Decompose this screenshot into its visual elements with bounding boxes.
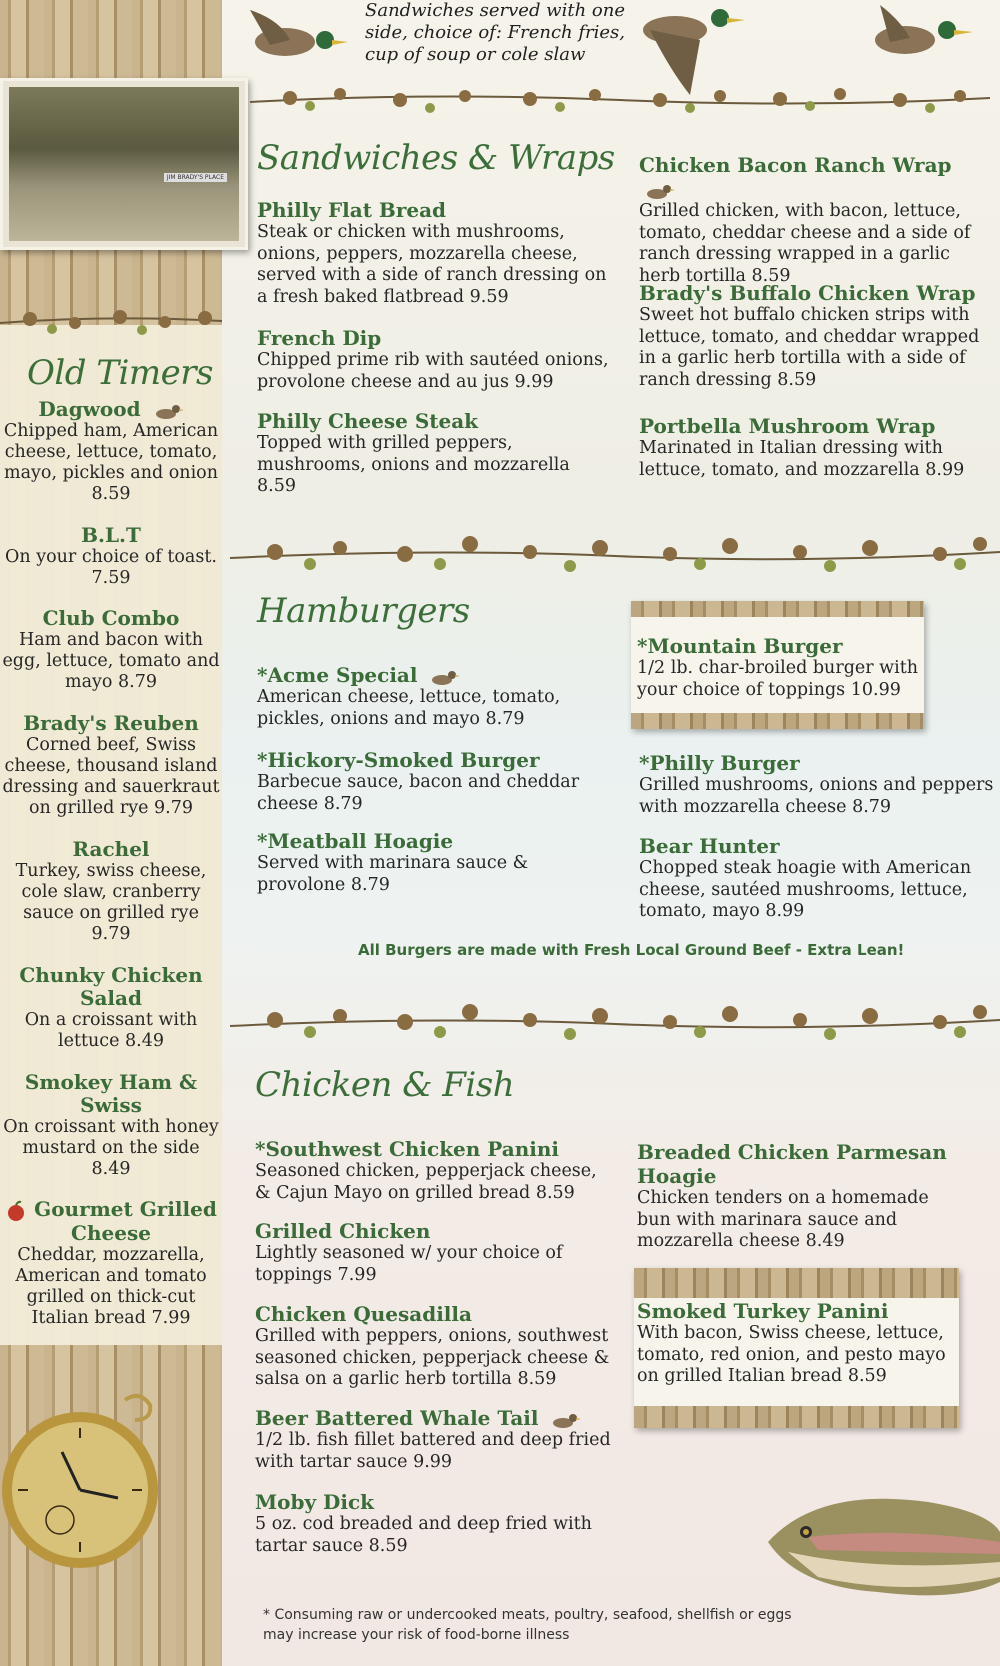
duck-icon [549, 1410, 581, 1430]
item-price: 9.59 [469, 286, 509, 307]
item-desc: On a croissant with lettuce 8.49 [24, 1010, 198, 1051]
item-price: 8.99 [765, 901, 805, 921]
item-name: Brady's Buffalo Chicken Wrap [639, 281, 976, 305]
old-timers-heading: Old Timers [27, 353, 213, 393]
menu-item [0, 607, 222, 693]
item-price: 8.49 [805, 1231, 845, 1251]
menu-item [257, 409, 597, 498]
item-price: 9.99 [514, 371, 554, 392]
item-name: Grilled Chicken [255, 1219, 431, 1243]
photo-sign: JIM BRADY'S PLACE [164, 173, 227, 182]
item-name: Bear Hunter [639, 834, 780, 858]
item-price: 8.59 [847, 1366, 887, 1386]
menu-item [639, 751, 994, 818]
item-desc: 5 oz. cod breaded and deep fried with tartar sauce 8.59 [255, 1514, 592, 1556]
item-price: 8.79 [118, 672, 157, 692]
item-desc: Ham and bacon with egg, lettuce, tomato and mayo 8.79 [2, 630, 220, 692]
duck-icon [230, 0, 360, 70]
item-price: 8.59 [535, 1182, 575, 1203]
item-name: Smoked Turkey Panini [637, 1299, 889, 1323]
photo-image [9, 87, 239, 241]
item-name: *Acme Special [257, 663, 597, 687]
item-desc: Cheddar, mozzarella, American and tomato grilled on thick-cut Italian bread 7.99 [15, 1244, 207, 1328]
item-price: 8.59 [751, 265, 791, 286]
item-name: *Mountain Burger [637, 634, 843, 658]
item-name: Philly Cheese Steak [257, 409, 479, 433]
item-price: 10.99 [850, 679, 901, 700]
hamburgers-heading: Hamburgers [257, 591, 470, 631]
pine-branch-icon [0, 295, 222, 339]
item-name: *Hickory-Smoked Burger [257, 748, 540, 772]
item-desc: American cheese, lettuce, tomato, pickles, onions and mayo 8.79 [257, 687, 561, 729]
burger-note: All Burgers are made with Fresh Local Ground Beef - Extra Lean! [358, 941, 905, 959]
item-desc: Sweet hot buffalo chicken strips with lettuce, tomato, and cheddar wrapped in a garlic herb tortilla with a side of ranch dressing 8.59 [639, 305, 980, 390]
footnote: * Consuming raw or undercooked meats, poultry, seafood, shellfish or eggs may increase your risk of food-borne illness [263, 1607, 792, 1643]
item-desc: Marinated in Italian dressing with lettuce, tomato, and mozzarella 8.99 [639, 438, 965, 480]
menu-item [0, 964, 222, 1052]
item-price: 7.99 [151, 1307, 191, 1328]
item-name: Rachel [72, 837, 150, 861]
item-name: Gourmet Grilled Cheese [0, 1198, 222, 1245]
item-desc: On your choice of toast. [5, 547, 217, 567]
item-name: Smokey Ham & Swiss [24, 1070, 198, 1117]
item-desc: Grilled mushrooms, onions and peppers with mozzarella cheese 8.79 [639, 775, 994, 817]
intro-text: Sandwiches served with one side, choice of: French fries, cup of soup or cole slaw [365, 0, 625, 65]
item-price: 8.59 [368, 1535, 408, 1556]
item-desc: 1/2 lb. fish fillet battered and deep fried with tartar sauce 9.99 [255, 1430, 611, 1472]
duck-icon [428, 667, 460, 687]
item-desc: On croissant with honey mustard on the side [3, 1117, 219, 1158]
item-price: 9.99 [413, 1451, 453, 1472]
menu-item [257, 326, 617, 393]
item-name: Chicken Quesadilla [255, 1302, 472, 1326]
menu-item [0, 1071, 222, 1180]
item-name: Brady's Reuben [23, 711, 199, 735]
item-price: 9.79 [154, 798, 193, 818]
item-desc: Grilled with peppers, onions, southwest seasoned chicken, pepperjack cheese & salsa on a garlic herb tortilla 8.59 [255, 1326, 610, 1389]
item-name: *Philly Burger [639, 751, 800, 775]
item-price: 8.49 [125, 1031, 164, 1051]
item-name: French Dip [257, 326, 382, 350]
menu-item [255, 1137, 615, 1204]
pocket-watch-icon [0, 1390, 165, 1568]
item-price: 8.59 [517, 1369, 557, 1389]
item-name: Beer Battered Whale Tail [255, 1406, 615, 1430]
item-name: *Southwest Chicken Panini [255, 1137, 560, 1161]
item-price: 7.59 [91, 568, 131, 588]
item-desc: Chopped steak hoagie with American cheese, sautéed mushrooms, lettuce, tomato, mayo 8.99 [639, 858, 972, 921]
item-desc: Topped with grilled peppers, mushrooms, onions and mozzarella 8.59 [257, 433, 570, 496]
item-desc: Chipped prime rib with sautéed onions, provolone cheese and au jus 9.99 [257, 350, 609, 392]
item-price: 8.59 [777, 369, 817, 390]
menu-item [0, 712, 222, 819]
item-desc: Served with marinara sauce & provolone 8.79 [257, 853, 529, 895]
item-price: 8.79 [350, 874, 390, 895]
sandwiches-heading: Sandwiches & Wraps [257, 138, 615, 178]
item-desc: Chicken tenders on a homemade bun with marinara sauce and mozzarella cheese 8.49 [637, 1188, 929, 1251]
item-price: 8.79 [323, 793, 363, 814]
item-desc: Chipped ham, American cheese, lettuce, tomato, mayo, pickles and onion [3, 421, 219, 483]
menu-item [255, 1490, 595, 1557]
menu-item [637, 1299, 957, 1388]
menu-item [255, 1302, 615, 1391]
item-desc: Corned beef, Swiss cheese, thousand island dressing and sauerkraut on grilled rye 9.79 [2, 735, 220, 818]
duck-icon [152, 401, 184, 421]
item-desc: Lightly seasoned w/ your choice of toppings 7.99 [255, 1243, 563, 1285]
menu-item [0, 524, 222, 589]
item-name: Dagwood [0, 398, 222, 421]
duck-icon [855, 0, 995, 70]
item-price: 9.79 [91, 924, 131, 944]
item-name: Chicken Bacon Ranch Wrap [639, 153, 984, 201]
item-name: B.L.T [81, 523, 141, 547]
menu-item [257, 748, 597, 815]
item-price: 8.79 [852, 796, 892, 817]
item-name: Chunky Chicken Salad [19, 963, 203, 1010]
item-price: 8.59 [257, 476, 296, 496]
menu-item [639, 834, 984, 923]
apple-icon [5, 1200, 27, 1222]
pine-branch-icon [250, 72, 990, 116]
item-price: 8.59 [91, 484, 131, 504]
item-desc: With bacon, Swiss cheese, lettuce, tomato, red onion, and pesto mayo on grilled Italian bread 8.59 [637, 1323, 946, 1386]
item-name: Moby Dick [255, 1490, 375, 1514]
menu-item [257, 663, 597, 730]
menu-item [0, 1198, 222, 1329]
menu-item [0, 398, 222, 505]
duck-icon [643, 181, 675, 201]
item-desc: 1/2 lb. char-broiled burger with your choice of toppings 10.99 [637, 658, 919, 700]
item-name: Portbella Mushroom Wrap [639, 414, 936, 438]
item-desc: Steak or chicken with mushrooms, onions, peppers, mozzarella cheese, served with a side of ranch dressing on a fresh baked flatbread 9.59 [257, 222, 607, 307]
pine-branch-icon [230, 990, 1000, 1042]
menu-item [637, 634, 922, 701]
menu-item [257, 829, 567, 896]
item-desc: Grilled chicken, with bacon, lettuce, tomato, cheddar cheese and a side of ranch dressing wrapped in a garlic herb tortilla 8.59 [639, 201, 971, 286]
item-desc: Seasoned chicken, pepperjack cheese, & Cajun Mayo on grilled bread 8.59 [255, 1161, 597, 1203]
menu-item [639, 281, 984, 391]
menu-item [639, 414, 984, 481]
menu-item [639, 153, 984, 287]
item-price: 8.79 [485, 708, 525, 729]
item-price: 7.99 [337, 1264, 377, 1285]
item-name: *Meatball Hoagie [257, 829, 454, 853]
item-name: Philly Flat Bread [257, 198, 447, 222]
item-desc: Turkey, swiss cheese, cole slaw, cranberry sauce on grilled rye [15, 861, 207, 923]
chicken-fish-heading: Chicken & Fish [255, 1065, 515, 1105]
item-price: 8.49 [91, 1159, 131, 1179]
item-desc: Barbecue sauce, bacon and cheddar cheese 8.79 [257, 772, 580, 814]
historic-photo [0, 78, 248, 250]
item-name: Breaded Chicken Parmesan Hoagie [637, 1140, 947, 1188]
menu-item [637, 1140, 967, 1253]
item-name: Club Combo [42, 606, 180, 630]
menu-item [0, 838, 222, 945]
item-price: 8.99 [925, 459, 965, 480]
menu-item [257, 198, 617, 308]
menu-item [255, 1219, 595, 1286]
pine-branch-icon [230, 522, 1000, 574]
trout-icon [758, 1482, 1000, 1602]
menu-item [255, 1406, 615, 1473]
